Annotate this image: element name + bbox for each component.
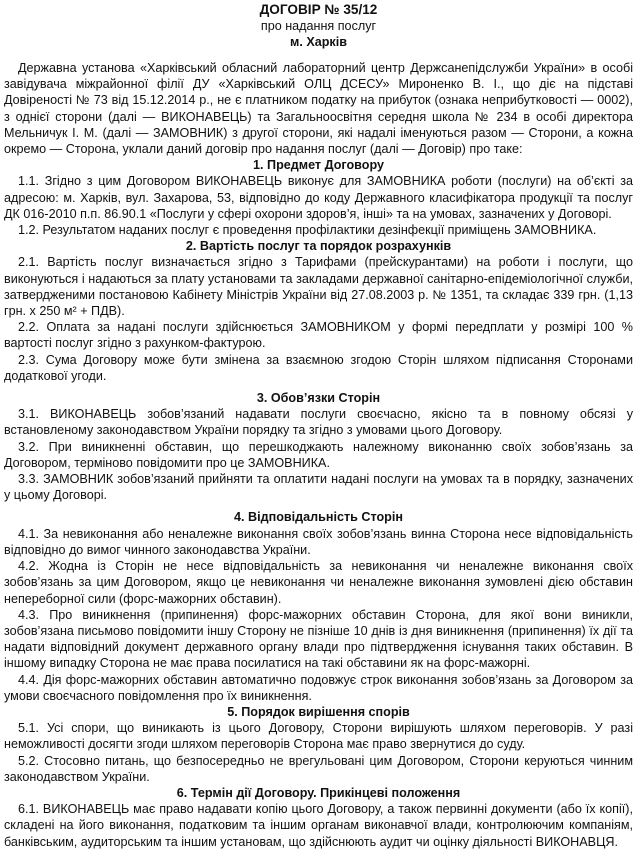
section-heading-6: 6. Термін дії Договору. Прикінцеві положення — [176, 785, 461, 800]
section-heading-1: 1. Предмет Договору — [253, 158, 384, 173]
clause-5-1: 5.1. Усі спори, що виникають із цього Договору, Сторони вирішують шляхом переговорів. У разі неможливості досягти згоди шляхом переговорів Сторона має право звернутися до суду. — [4, 721, 633, 752]
clause-2-1: 2.1. Вартість послуг визначається згідно з Тарифами (прейскурантами) на роботи і послуги, що виконуються і надаються за плату установами та закладами державної санітарно-епідеміологічної служби, затвердженими постановою Кабінету Міністрів України від 27.08.2003 р. № 1351, та складає 339 грн. (1,13 грн. х 250 м² + ПДВ). — [4, 255, 633, 319]
clause-2-2: 2.2. Оплата за надані послуги здійснюється ЗАМОВНИКОМ у формі передплати у розмірі 100 % вартості послуг згідно з рахунком-фактурою. — [4, 320, 633, 351]
section-heading-2: 2. Вартість послуг та порядок розрахунків — [185, 239, 452, 254]
clause-4-2: 4.2. Жодна із Сторін не несе відповідальність за невиконання чи неналежне виконання своїх зобов’язань за цим Договором, якщо це невиконання чи неналежне виконання зумовлені дією обставин непереборної сили (форс-мажорних обставин). — [4, 559, 633, 606]
document-subtitle: про надання послуг — [260, 19, 377, 33]
clause-4-4: 4.4. Дія форс-мажорних обставин автоматично подовжує строк виконання зобов’язань за Договором за умови своєчасного повідомлення про їх виникнення. — [4, 672, 633, 703]
clause-3-3: 3.3. ЗАМОВНИК зобов’язаний прийняти та оплатити надані послуги на умовах та в порядку, зазначених у цьому Договорі. — [4, 472, 633, 503]
section-heading-3: 3. Обов’язки Сторін — [256, 391, 381, 406]
preamble-paragraph: Державна установа «Харківський обласний лабораторний центр Держсанепідслужби України» в особі завідувача міжрайонної філії ДУ «Харківський ОЛЦ ДСЕСУ» Мироненко В. І., що діє на підставі Довіреності № 73 від 15.12.2014 р., не є платником податку на прибуток (ознака неприбутковості — 0002), з однієї сторони (далі — ВИКОНАВЕЦЬ) та Загальноосвітня середня школа № 234 в особі директора Мельничук І. М. (далі — ЗАМОВНИК) з другої сторони, які надалі іменуються разом — Сторони, а кожна окремо — Сторона, уклали даний договір про надання послуг (далі — Договір) про таке: — [4, 61, 633, 157]
document-title: ДОГОВІР № 35/12 — [259, 2, 378, 17]
clause-3-1: 3.1. ВИКОНАВЕЦЬ зобов’язаний надавати послуги своєчасно, якісно та в повному обсязі у встановленому законодавством України порядку та згідно з умовами цього Договору. — [4, 407, 633, 438]
clause-4-3: 4.3. Про виникнення (припинення) форс-мажорних обставин Сторона, для якої вони виникли, зобов’язана письмово повідомити іншу Сторону не пізніше 10 днів із дня виникнення (припинення) їх дії та надати відповідний документ державного органу влади про підтвердження існування таких обставин. В іншому випадку Сторона не має права посилатися на такі обставини як на форс-мажорні. — [4, 607, 633, 671]
clause-1-1: 1.1. Згідно з цим Договором ВИКОНАВЕЦЬ виконує для ЗАМОВНИКА роботи (послуги) на об’єкті за адресою: м. Харків, вул. Захарова, 53, відповідно до коду Державного класифікатора продукції та послуг ДК 016-2010 п.п. 86.90.1 «Послуги у сфері охорони здоров’я, інші» та на умовах, зазначених у Договорі. — [4, 174, 633, 221]
clause-1-2: 1.2. Результатом наданих послуг є проведення профілактики дезінфекції приміщень ЗАМОВНИКА. — [18, 223, 597, 238]
section-heading-5: 5. Порядок вирішення спорів — [227, 704, 410, 719]
clause-3-2: 3.2. При виникненні обставин, що перешкоджають належному виконанню своїх зобов’язань за Договором, терміново повідомити про це ЗАМОВНИКА. — [4, 439, 633, 470]
clause-2-3: 2.3. Сума Договору може бути змінена за взаємною згодою Сторін шляхом підписання Сторонами додаткової угоди. — [4, 352, 633, 383]
clause-6-1: 6.1. ВИКОНАВЕЦЬ має право надавати копію цього Договору, а також первинні документи (або їх копії), складені на його виконання, податковим та іншим органам виконавчої влади, контролюючим компаніям, банківським, аудиторським та іншим установам, що здійснюють аудит чи оцінку діяльності ВИКОНАВЦЯ. — [4, 802, 633, 849]
section-heading-4: 4. Відповідальність Сторін — [234, 510, 403, 525]
document-city: м. Харків — [290, 35, 347, 49]
clause-4-1: 4.1. За невиконання або неналежне виконання своїх зобов’язань винна Сторона несе відповідальність відповідно до вимог чинного законодавства України. — [4, 526, 633, 557]
clause-5-2: 5.2. Стосовно питань, що безпосередньо не врегульовані цим Договором, Сторони керуються чинним законодавством України. — [4, 753, 633, 784]
